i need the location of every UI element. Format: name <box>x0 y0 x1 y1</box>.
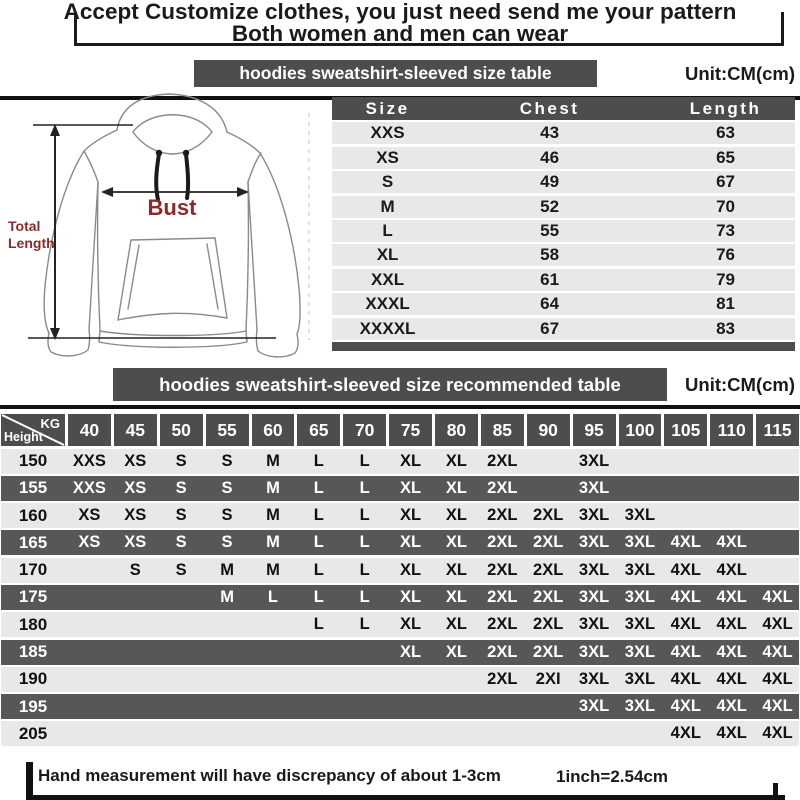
matrix-size-cell: L <box>359 615 370 634</box>
matrix-size-cell: 4XL <box>762 642 793 661</box>
matrix-size-cell: 2XL <box>533 642 564 661</box>
matrix-size-cell: L <box>359 451 370 470</box>
matrix-size-cell: L <box>359 560 370 579</box>
matrix-height-label: 180 <box>18 614 48 634</box>
size-table-row <box>332 147 795 169</box>
section2-unit-label: Unit:CM(cm) <box>685 374 795 395</box>
matrix-weight-header-cell: 45 <box>114 414 157 446</box>
drawstrings <box>156 154 188 200</box>
matrix-size-cell: S <box>221 533 233 552</box>
matrix-height-label: 150 <box>18 451 48 470</box>
matrix-size-cell: 4XL <box>670 615 701 634</box>
matrix-row <box>1 612 799 637</box>
total-length-label-line2: Length <box>8 235 55 251</box>
matrix-weight-header-cell: 65 <box>297 414 340 446</box>
matrix-size-cell: 4XL <box>670 669 701 688</box>
matrix-size-cell: 3XL <box>578 642 610 661</box>
size-table-cell: XL <box>376 245 399 265</box>
matrix-row <box>1 585 799 610</box>
matrix-size-cell: 4XL <box>670 697 701 716</box>
size-table-cell: XS <box>376 147 399 167</box>
size-table-cell: XXXL <box>365 294 410 314</box>
size-table-cell: 67 <box>716 172 735 192</box>
matrix-weight-header-cell: 115 <box>756 414 799 446</box>
footer-note: Hand measurement will have discrepancy of about 1-3cm <box>38 766 501 785</box>
matrix-size-cell: XL <box>445 587 467 606</box>
matrix-corner-cell <box>1 414 65 446</box>
matrix-size-cell: 3XL <box>578 615 610 634</box>
matrix-size-cell: M <box>220 587 234 606</box>
matrix-size-cell: 4XL <box>670 642 701 661</box>
section1-unit-label: Unit:CM(cm) <box>685 63 795 84</box>
matrix-size-cell: S <box>221 451 233 470</box>
matrix-weight-header-cell: 85 <box>481 414 524 446</box>
size-table-row <box>332 318 795 340</box>
matrix-weight-header-cell: 75 <box>389 414 432 446</box>
recommended-size-matrix <box>1 414 799 749</box>
matrix-size-cell: L <box>313 615 324 634</box>
matrix-size-cell: XS <box>78 533 101 552</box>
size-table-cell: 63 <box>716 123 735 143</box>
matrix-header-row <box>1 414 799 446</box>
matrix-size-cell: 4XL <box>670 533 701 552</box>
matrix-size-cell: XL <box>445 451 467 470</box>
size-table-cell: 61 <box>540 269 560 289</box>
size-table <box>332 97 795 351</box>
matrix-size-cell: 2XL <box>487 642 518 661</box>
matrix-row <box>1 558 799 583</box>
size-table-cell: 49 <box>540 172 560 192</box>
matrix-size-cell: L <box>359 533 370 552</box>
size-table-cell: 64 <box>540 294 560 314</box>
matrix-size-cell: 4XL <box>670 560 701 579</box>
matrix-size-cell: L <box>359 587 370 606</box>
matrix-size-cell: S <box>175 533 187 552</box>
matrix-size-cell: M <box>266 560 280 579</box>
size-table-row <box>332 171 795 193</box>
size-table-cell: 43 <box>540 123 560 143</box>
size-table-cell: L <box>382 220 393 240</box>
matrix-size-cell: L <box>313 506 324 525</box>
matrix-size-cell: S <box>175 478 187 497</box>
matrix-height-label: 175 <box>18 587 48 607</box>
matrix-size-cell: 3XL <box>578 533 610 552</box>
drawstring-knot-right <box>183 150 189 156</box>
matrix-size-cell: 2XL <box>533 560 564 579</box>
banner-line-1: Accept Customize clothes, you just need send me your pattern <box>63 0 737 24</box>
matrix-height-label: 160 <box>18 505 48 525</box>
hoodie-measurement-diagram <box>0 88 320 360</box>
matrix-size-cell: 2XI <box>535 669 561 688</box>
matrix-size-cell: 2XL <box>533 587 564 606</box>
matrix-size-cell: 4XL <box>716 533 747 552</box>
matrix-size-cell: XS <box>124 451 147 470</box>
matrix-size-cell: L <box>313 587 324 606</box>
matrix-weight-header-cell: 55 <box>206 414 249 446</box>
matrix-size-cell: L <box>313 560 324 579</box>
matrix-size-cell: S <box>221 506 233 525</box>
size-table-row <box>332 269 795 291</box>
matrix-size-cell: 3XL <box>624 587 656 606</box>
size-table-cell: 58 <box>540 245 560 265</box>
size-table-cell: XXS <box>370 123 405 143</box>
matrix-size-cell: 4XL <box>762 724 793 743</box>
matrix-height-label: 170 <box>18 560 48 580</box>
size-table-cell: 55 <box>540 220 560 240</box>
matrix-size-cell: S <box>175 560 187 579</box>
matrix-weight-header-cell: 110 <box>710 414 753 446</box>
matrix-size-cell: 2XL <box>487 615 518 634</box>
matrix-size-cell: 4XL <box>762 615 793 634</box>
matrix-weight-header-cell: 50 <box>160 414 203 446</box>
size-table-row <box>332 293 795 315</box>
matrix-weight-header-cell: 70 <box>343 414 386 446</box>
matrix-size-cell: 4XL <box>716 669 747 688</box>
size-table-header-size: Size <box>365 98 410 118</box>
drawstring-knot-left <box>156 150 162 156</box>
size-table-header-chest: Chest <box>519 98 580 118</box>
matrix-weight-header-cell: 40 <box>68 414 111 446</box>
matrix-height-label: 185 <box>18 642 48 662</box>
matrix-size-cell: XXS <box>72 451 106 470</box>
matrix-size-cell: 2XL <box>487 478 518 497</box>
matrix-body <box>1 449 799 747</box>
matrix-size-cell: 4XL <box>716 724 747 743</box>
matrix-weight-header-cell: 80 <box>435 414 478 446</box>
matrix-size-cell: 3XL <box>578 669 610 688</box>
size-table-row <box>332 122 795 144</box>
matrix-row <box>1 449 799 474</box>
matrix-size-cell: S <box>175 506 187 525</box>
matrix-size-cell: 2XL <box>487 587 518 606</box>
matrix-size-cell: XL <box>400 533 422 552</box>
matrix-size-cell: S <box>221 478 233 497</box>
matrix-size-cell: XL <box>400 478 422 497</box>
corner-height-label: Height <box>4 430 43 444</box>
footer-border-right-tick <box>773 783 778 797</box>
matrix-size-cell: 4XL <box>762 697 793 716</box>
matrix-row <box>1 530 799 555</box>
matrix-size-cell: 2XL <box>487 506 518 525</box>
matrix-size-cell: 4XL <box>716 642 747 661</box>
matrix-size-cell: XL <box>445 478 467 497</box>
size-table-cell: XXXXL <box>359 318 416 338</box>
size-table-cell: 46 <box>540 147 560 167</box>
matrix-size-cell: 4XL <box>762 669 793 688</box>
matrix-size-cell: 3XL <box>578 587 610 606</box>
matrix-weight-header-cell: 105 <box>664 414 707 446</box>
matrix-size-cell: XL <box>445 642 467 661</box>
matrix-size-cell: 4XL <box>716 560 747 579</box>
matrix-height-label: 205 <box>18 723 48 743</box>
matrix-size-cell: 2XL <box>487 533 518 552</box>
size-table-cell: XXL <box>371 269 405 289</box>
matrix-size-cell: 2XL <box>533 533 564 552</box>
matrix-weight-header-cell: 95 <box>573 414 616 446</box>
matrix-size-cell: XS <box>78 506 101 525</box>
measurement-guides <box>28 125 276 338</box>
matrix-size-cell: 4XL <box>670 724 701 743</box>
section2-title-bar: hoodies sweatshirt-sleeved size recommended table <box>113 368 667 401</box>
matrix-size-cell: 3XL <box>578 478 610 497</box>
size-table-header-row <box>332 97 795 120</box>
matrix-row <box>1 640 799 665</box>
size-table-cell: S <box>381 172 394 192</box>
matrix-row <box>1 503 799 528</box>
matrix-size-cell: 4XL <box>716 697 747 716</box>
matrix-size-cell: 2XL <box>487 560 518 579</box>
matrix-size-cell: L <box>359 478 370 497</box>
size-table-cell: M <box>380 196 395 216</box>
matrix-size-cell: 4XL <box>762 587 793 606</box>
matrix-size-cell: 4XL <box>716 587 747 606</box>
matrix-size-cell: 3XL <box>578 451 610 470</box>
matrix-row <box>1 476 799 501</box>
matrix-height-label: 165 <box>18 532 48 552</box>
corner-kg-label: KG <box>40 416 60 431</box>
matrix-size-cell: 3XL <box>624 669 656 688</box>
matrix-size-cell: XS <box>124 478 147 497</box>
matrix-size-cell: 3XL <box>578 506 610 525</box>
matrix-size-cell: 2XL <box>533 506 564 525</box>
bust-label: Bust <box>147 195 197 220</box>
banner-line-2: Both women and men can wear <box>231 21 569 46</box>
matrix-size-cell: XS <box>124 533 147 552</box>
matrix-size-cell: 2XL <box>487 669 518 688</box>
size-table-row <box>332 196 795 218</box>
matrix-size-cell: XL <box>400 560 422 579</box>
matrix-size-cell: XL <box>400 587 422 606</box>
size-table-row <box>332 244 795 266</box>
matrix-size-cell: XL <box>445 506 467 525</box>
matrix-size-cell: 4XL <box>716 615 747 634</box>
matrix-size-cell: L <box>313 451 324 470</box>
matrix-size-cell: 3XL <box>624 506 656 525</box>
matrix-height-label: 155 <box>18 478 48 498</box>
matrix-size-cell: 3XL <box>578 697 610 716</box>
total-length-label-line1: Total <box>8 218 41 234</box>
matrix-size-cell: M <box>266 451 280 470</box>
size-table-footer-bar <box>332 342 795 351</box>
matrix-size-cell: XL <box>400 642 422 661</box>
size-table-header-length: Length <box>689 98 762 118</box>
matrix-height-label: 195 <box>18 696 48 716</box>
matrix-size-cell: 3XL <box>624 615 656 634</box>
divider-line-2 <box>0 405 800 409</box>
size-table-row <box>332 220 795 242</box>
size-table-cell: 65 <box>716 147 735 167</box>
matrix-size-cell: M <box>220 560 234 579</box>
matrix-weight-header-cell: 100 <box>619 414 662 446</box>
matrix-size-cell: M <box>266 533 280 552</box>
matrix-size-cell: 2XL <box>487 451 518 470</box>
matrix-size-cell: XL <box>445 533 467 552</box>
matrix-size-cell: L <box>313 478 324 497</box>
matrix-size-cell: M <box>266 506 280 525</box>
matrix-size-cell: XL <box>445 560 467 579</box>
matrix-size-cell: L <box>313 533 324 552</box>
matrix-size-cell: L <box>267 587 278 606</box>
matrix-size-cell: XL <box>400 615 422 634</box>
size-table-cell: 52 <box>540 196 560 216</box>
matrix-size-cell: XL <box>400 451 422 470</box>
arrowheads <box>50 124 249 340</box>
matrix-size-cell: XXS <box>72 478 106 497</box>
matrix-size-cell: 3XL <box>624 560 656 579</box>
hoodie-outline <box>44 94 300 357</box>
matrix-height-label: 190 <box>18 669 48 689</box>
matrix-size-cell: L <box>359 506 370 525</box>
matrix-size-cell: XL <box>445 615 467 634</box>
matrix-size-cell: S <box>129 560 141 579</box>
size-table-cell: 70 <box>716 196 735 216</box>
matrix-size-cell: 3XL <box>624 642 656 661</box>
matrix-size-cell: 3XL <box>578 560 610 579</box>
section1-title-bar: hoodies sweatshirt-sleeved size table <box>194 60 597 87</box>
matrix-weight-header-cell: 60 <box>252 414 295 446</box>
matrix-row <box>1 694 799 719</box>
size-table-cell: 76 <box>716 245 735 265</box>
matrix-row <box>1 667 799 692</box>
size-table-cell: 79 <box>716 269 735 289</box>
size-table-cell: 73 <box>716 220 735 240</box>
matrix-row <box>1 721 799 746</box>
size-table-cell: 81 <box>716 294 735 314</box>
matrix-size-cell: 3XL <box>624 697 656 716</box>
matrix-size-cell: S <box>175 451 187 470</box>
matrix-weight-header-cell: 90 <box>527 414 570 446</box>
matrix-size-cell: XL <box>400 506 422 525</box>
matrix-size-cell: M <box>266 478 280 497</box>
matrix-size-cell: 2XL <box>533 615 564 634</box>
size-table-cell: 67 <box>540 318 560 338</box>
size-table-cell: 83 <box>716 318 735 338</box>
matrix-size-cell: 4XL <box>670 587 701 606</box>
footer-conversion: 1inch=2.54cm <box>556 767 668 786</box>
matrix-size-cell: 3XL <box>624 533 656 552</box>
matrix-size-cell: XS <box>124 506 147 525</box>
